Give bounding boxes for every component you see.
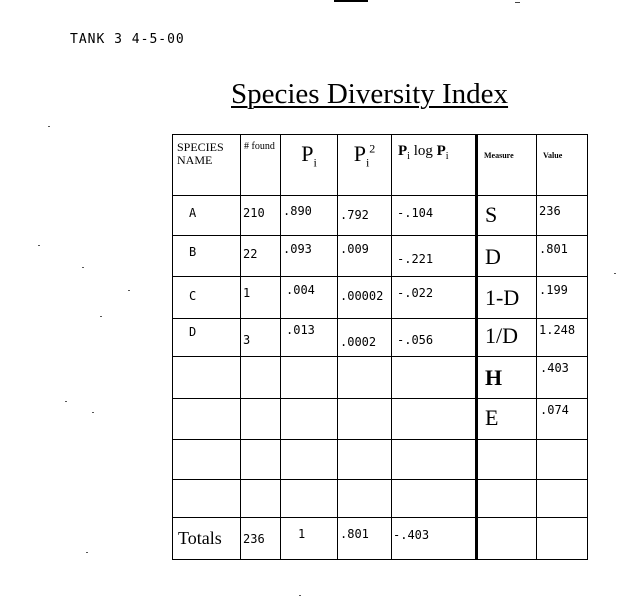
scan-mark-top bbox=[334, 0, 368, 2]
table-row bbox=[173, 399, 588, 440]
pi-cell: .013 bbox=[281, 319, 338, 357]
scan-speck bbox=[614, 273, 616, 274]
header-row bbox=[173, 135, 588, 196]
scan-speck bbox=[38, 245, 40, 246]
value-cell: 1.248 bbox=[537, 319, 588, 357]
scan-speck bbox=[100, 316, 102, 317]
table-row-empty bbox=[173, 480, 588, 518]
measure-cell: E bbox=[477, 399, 537, 440]
pi2-cell: .00002 bbox=[338, 277, 392, 319]
measure-cell: D bbox=[477, 236, 537, 277]
pilogpi-cell bbox=[392, 399, 477, 440]
pi2-cell bbox=[338, 399, 392, 440]
totals-measure-cell bbox=[477, 518, 537, 560]
pi-cell bbox=[281, 357, 338, 399]
pilogpi-cell: -.104 bbox=[392, 196, 477, 236]
pilogpi-cell bbox=[392, 357, 477, 399]
measure-cell: 1/D bbox=[477, 319, 537, 357]
value-cell: .403 bbox=[537, 357, 588, 399]
header-measure: Measure bbox=[477, 135, 537, 196]
totals-row bbox=[173, 518, 588, 560]
scan-speck bbox=[82, 267, 84, 268]
totals-found-cell: 236 bbox=[241, 518, 281, 560]
found-cell: 3 bbox=[241, 319, 281, 357]
value-cell: .801 bbox=[537, 236, 588, 277]
scan-speck bbox=[48, 126, 50, 127]
table-row bbox=[173, 196, 588, 236]
pi-cell bbox=[281, 399, 338, 440]
totals-value-cell bbox=[537, 518, 588, 560]
totals-label-cell: Totals bbox=[173, 518, 241, 560]
page-title: Species Diversity Index bbox=[231, 78, 509, 110]
table-row bbox=[173, 236, 588, 277]
scan-mark-corner bbox=[515, 2, 520, 3]
measure-cell: H bbox=[477, 357, 537, 399]
pi2-cell: .0002 bbox=[338, 319, 392, 357]
totals-pi-cell: 1 bbox=[281, 518, 338, 560]
pi-cell: .890 bbox=[281, 196, 338, 236]
pilogpi-cell: -.056 bbox=[392, 319, 477, 357]
found-cell: 1 bbox=[241, 277, 281, 319]
species-cell bbox=[173, 399, 241, 440]
measure-cell: 1-D bbox=[477, 277, 537, 319]
header-pi-log-pi: $P_i$ $\log P_i$ bbox=[392, 135, 477, 196]
header-found: # found bbox=[241, 135, 281, 196]
species-cell bbox=[173, 357, 241, 399]
pilogpi-cell: -.221 bbox=[392, 236, 477, 277]
diversity-table bbox=[172, 134, 588, 560]
species-cell: D bbox=[173, 319, 241, 357]
totals-pi2-cell: .801 bbox=[338, 518, 392, 560]
value-cell: .199 bbox=[537, 277, 588, 319]
pilogpi-cell: -.022 bbox=[392, 277, 477, 319]
found-cell: 210 bbox=[241, 196, 281, 236]
scan-speck bbox=[299, 595, 301, 596]
header-species-name: SPECIES NAME bbox=[173, 135, 241, 196]
pi2-cell bbox=[338, 357, 392, 399]
table-row-empty bbox=[173, 440, 588, 480]
found-cell: 22 bbox=[241, 236, 281, 277]
table-row bbox=[173, 357, 588, 399]
table-row bbox=[173, 319, 588, 357]
value-cell: .074 bbox=[537, 399, 588, 440]
pi-cell: .004 bbox=[281, 277, 338, 319]
scan-speck bbox=[128, 290, 130, 291]
totals-pilogpi-cell: -.403 bbox=[392, 518, 477, 560]
header-value: Value bbox=[537, 135, 588, 196]
header-pi: $P_i$ bbox=[281, 135, 338, 196]
table-row bbox=[173, 277, 588, 319]
species-cell: B bbox=[173, 236, 241, 277]
tank-date-label: TANK 3 4-5-00 bbox=[70, 32, 185, 47]
found-cell bbox=[241, 399, 281, 440]
scan-speck bbox=[92, 412, 94, 413]
header-pi-squared: $P_i^2$ bbox=[338, 135, 392, 196]
pi2-cell: .009 bbox=[338, 236, 392, 277]
scan-speck bbox=[86, 552, 88, 553]
found-cell bbox=[241, 357, 281, 399]
pi2-cell: .792 bbox=[338, 196, 392, 236]
value-cell: 236 bbox=[537, 196, 588, 236]
species-cell: A bbox=[173, 196, 241, 236]
measure-cell: S bbox=[477, 196, 537, 236]
species-cell: C bbox=[173, 277, 241, 319]
scan-speck bbox=[65, 401, 67, 402]
pi-cell: .093 bbox=[281, 236, 338, 277]
